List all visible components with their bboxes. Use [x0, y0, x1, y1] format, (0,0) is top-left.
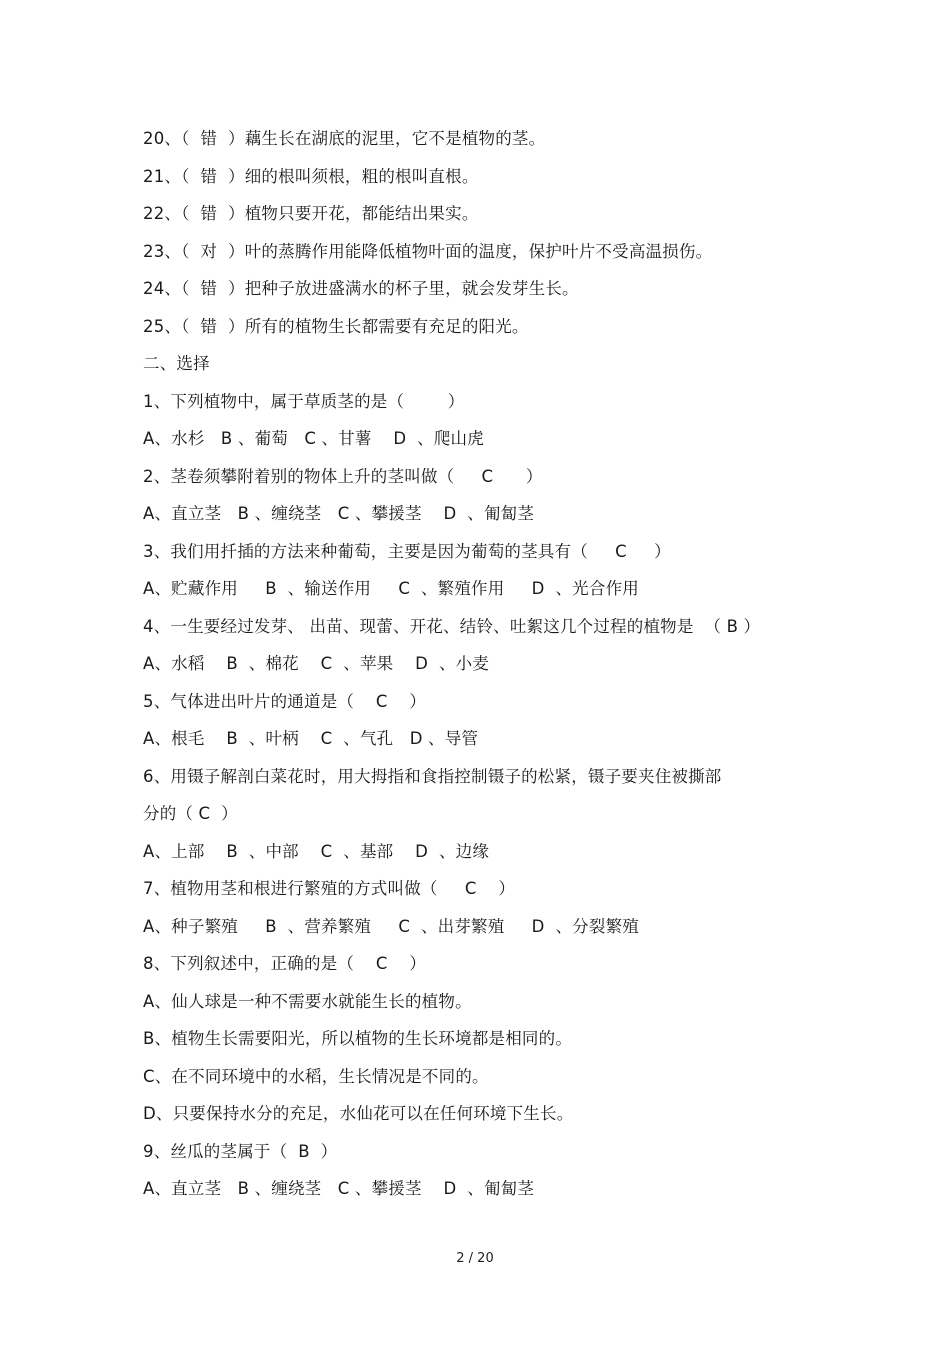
- question-line-continued: 分的（ C ）: [143, 804, 238, 823]
- option-line: A、仙人球是一种不需要水就能生长的植物。: [143, 991, 472, 1011]
- options-line: A、直立茎 B 、缠绕茎 C 、攀援茎 D 、匍匐茎: [143, 504, 535, 523]
- question-line: 8、下列叙述中，正确的是（ C ）: [143, 954, 427, 973]
- question-line: 23、（ 对 ）叶的蒸腾作用能降低植物叶面的温度，保护叶片不受高温损伤。: [143, 241, 713, 261]
- question-line: 22、（ 错 ）植物只要开花，都能结出果实。: [143, 204, 479, 223]
- options-line: A、种子繁殖 B 、营养繁殖 C 、出芽繁殖 D 、分裂繁殖: [143, 916, 639, 936]
- question-line: 24、（ 错 ）把种子放进盛满水的杯子里，就会发芽生长。: [143, 279, 579, 298]
- question-line: 21、（ 错 ）细的根叫须根，粗的根叫直根。: [143, 166, 479, 186]
- option-line: B、植物生长需要阳光，所以植物的生长环境都是相同的。: [143, 1029, 573, 1048]
- options-line: A、上部 B 、中部 C 、基部 D 、边缘: [143, 841, 490, 861]
- options-line: A、直立茎 B 、缠绕茎 C 、攀援茎 D 、匍匐茎: [143, 1179, 535, 1198]
- option-line: D、只要保持水分的充足，水仙花可以在任何环境下生长。: [143, 1104, 574, 1123]
- question-line: 6、用镊子解剖白菜花时，用大拇指和食指控制镊子的松紧，镊子要夹住被撕部: [143, 766, 722, 786]
- options-line: A、贮藏作用 B 、输送作用 C 、繁殖作用 D 、光合作用: [143, 579, 639, 598]
- section-heading: 二、选择: [143, 354, 210, 373]
- page-number: 2 / 20: [456, 1251, 494, 1266]
- question-line: 1、下列植物中，属于草质茎的是（ ）: [143, 391, 465, 411]
- question-line: 5、气体进出叶片的通道是（ C ）: [143, 691, 427, 711]
- options-line: A、水杉 B 、葡萄 C 、甘薯 D 、爬山虎: [143, 429, 484, 448]
- question-line: 7、植物用茎和根进行繁殖的方式叫做（ C ）: [143, 879, 516, 898]
- question-line: 20、（ 错 ）藕生长在湖底的泥里，它不是植物的茎。: [143, 129, 546, 148]
- question-line: 9、丝瓜的茎属于（ B ）: [143, 1141, 338, 1161]
- options-line: A、根毛 B 、叶柄 C 、气孔 D 、导管: [143, 729, 479, 748]
- question-line: 2、茎卷须攀附着别的物体上升的茎叫做（ C ）: [143, 466, 543, 486]
- page-content: [143, 120, 823, 1208]
- question-line: 4、一生要经过发芽、 出苗、现蕾、开花、结铃、吐絮这几个过程的植物是 （ B ）: [143, 616, 761, 636]
- options-line: A、水稻 B 、棉花 C 、苹果 D 、小麦: [143, 654, 490, 673]
- question-line: 3、我们用扦插的方法来种葡萄，主要是因为葡萄的茎具有（ C ）: [143, 541, 671, 561]
- option-line: C、在不同环境中的水稻，生长情况是不同的。: [143, 1066, 489, 1086]
- question-line: 25、（ 错 ）所有的植物生长都需要有充足的阳光。: [143, 316, 529, 336]
